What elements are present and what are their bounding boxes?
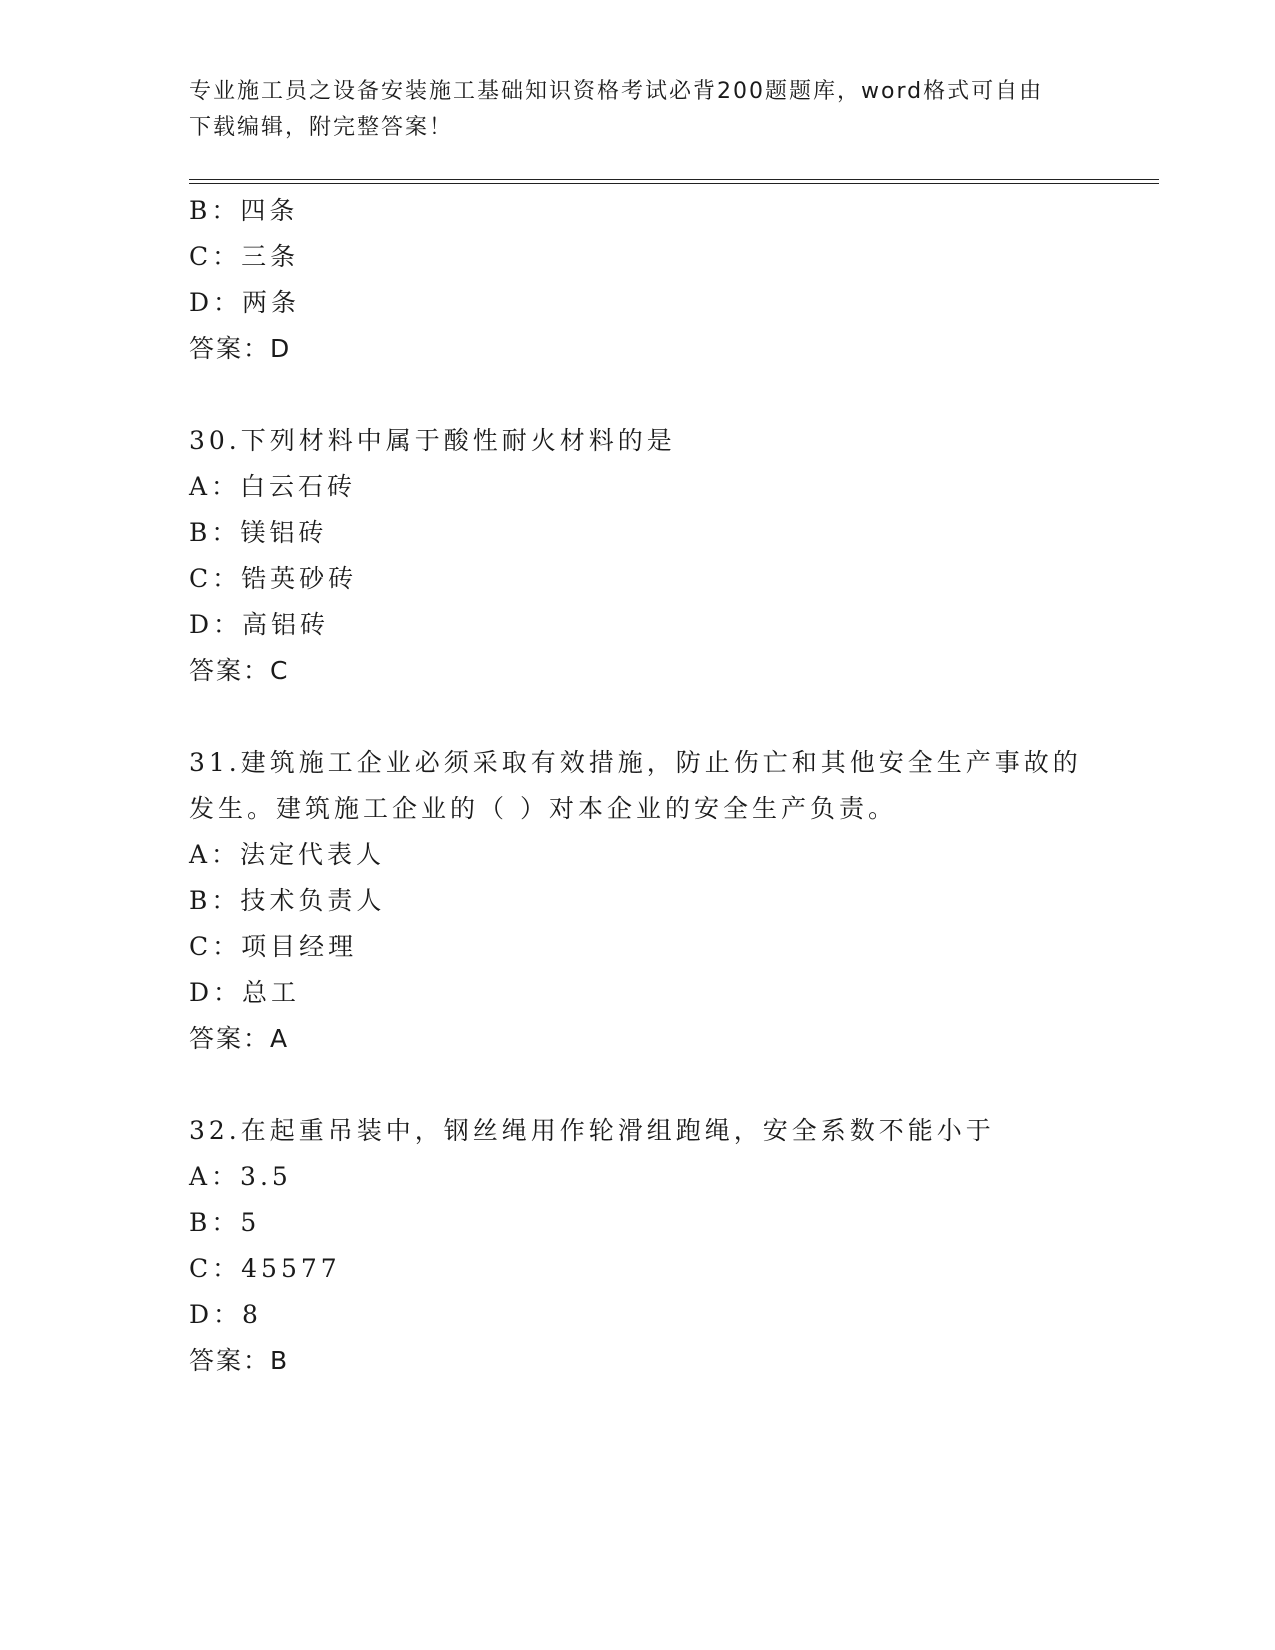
option-b: B：镁铝砖 [189, 518, 328, 547]
option-a: A：3.5 [189, 1162, 292, 1191]
option-a: A：白云石砖 [189, 472, 357, 501]
option-c: C：项目经理 [189, 932, 358, 961]
answer-line: 答案：C [189, 656, 290, 685]
spacer [189, 372, 1089, 418]
question-text: 30.下列材料中属于酸性耐火材料的是 [189, 426, 676, 455]
answer-line: 答案：A [189, 1024, 290, 1053]
header-rule-top [189, 179, 1159, 180]
option-d: D：两条 [189, 288, 301, 317]
header-line-1: 专业施工员之设备安装施工基础知识资格考试必背200题题库，word格式可自由 [189, 79, 1044, 104]
option-b: B：5 [189, 1208, 261, 1237]
question-text: 32.在起重吊装中，钢丝绳用作轮滑组跑绳，安全系数不能小于 [189, 1116, 995, 1145]
spacer [189, 1062, 1089, 1108]
question-content [189, 188, 1089, 1384]
question-text-continued: 发生。建筑施工企业的（ ）对本企业的安全生产负责。 [189, 794, 897, 823]
document-header [189, 74, 1079, 146]
header-rule-bottom [189, 183, 1159, 184]
option-d: D：高铝砖 [189, 610, 330, 639]
option-c: C：45577 [189, 1254, 341, 1283]
spacer [189, 694, 1089, 740]
option-d: D：总工 [189, 978, 301, 1007]
answer-line: 答案：B [189, 1346, 290, 1375]
option-c: C：三条 [189, 242, 300, 271]
option-c: C：锆英砂砖 [189, 564, 358, 593]
option-a: A：法定代表人 [189, 840, 386, 869]
option-d: D：8 [189, 1300, 262, 1329]
question-text: 31.建筑施工企业必须采取有效措施，防止伤亡和其他安全生产事故的 [189, 748, 1082, 777]
header-line-2: 下载编辑，附完整答案！ [189, 115, 454, 140]
option-b: B：四条 [189, 196, 299, 225]
answer-line: 答案：D [189, 334, 292, 363]
option-b: B：技术负责人 [189, 886, 386, 915]
